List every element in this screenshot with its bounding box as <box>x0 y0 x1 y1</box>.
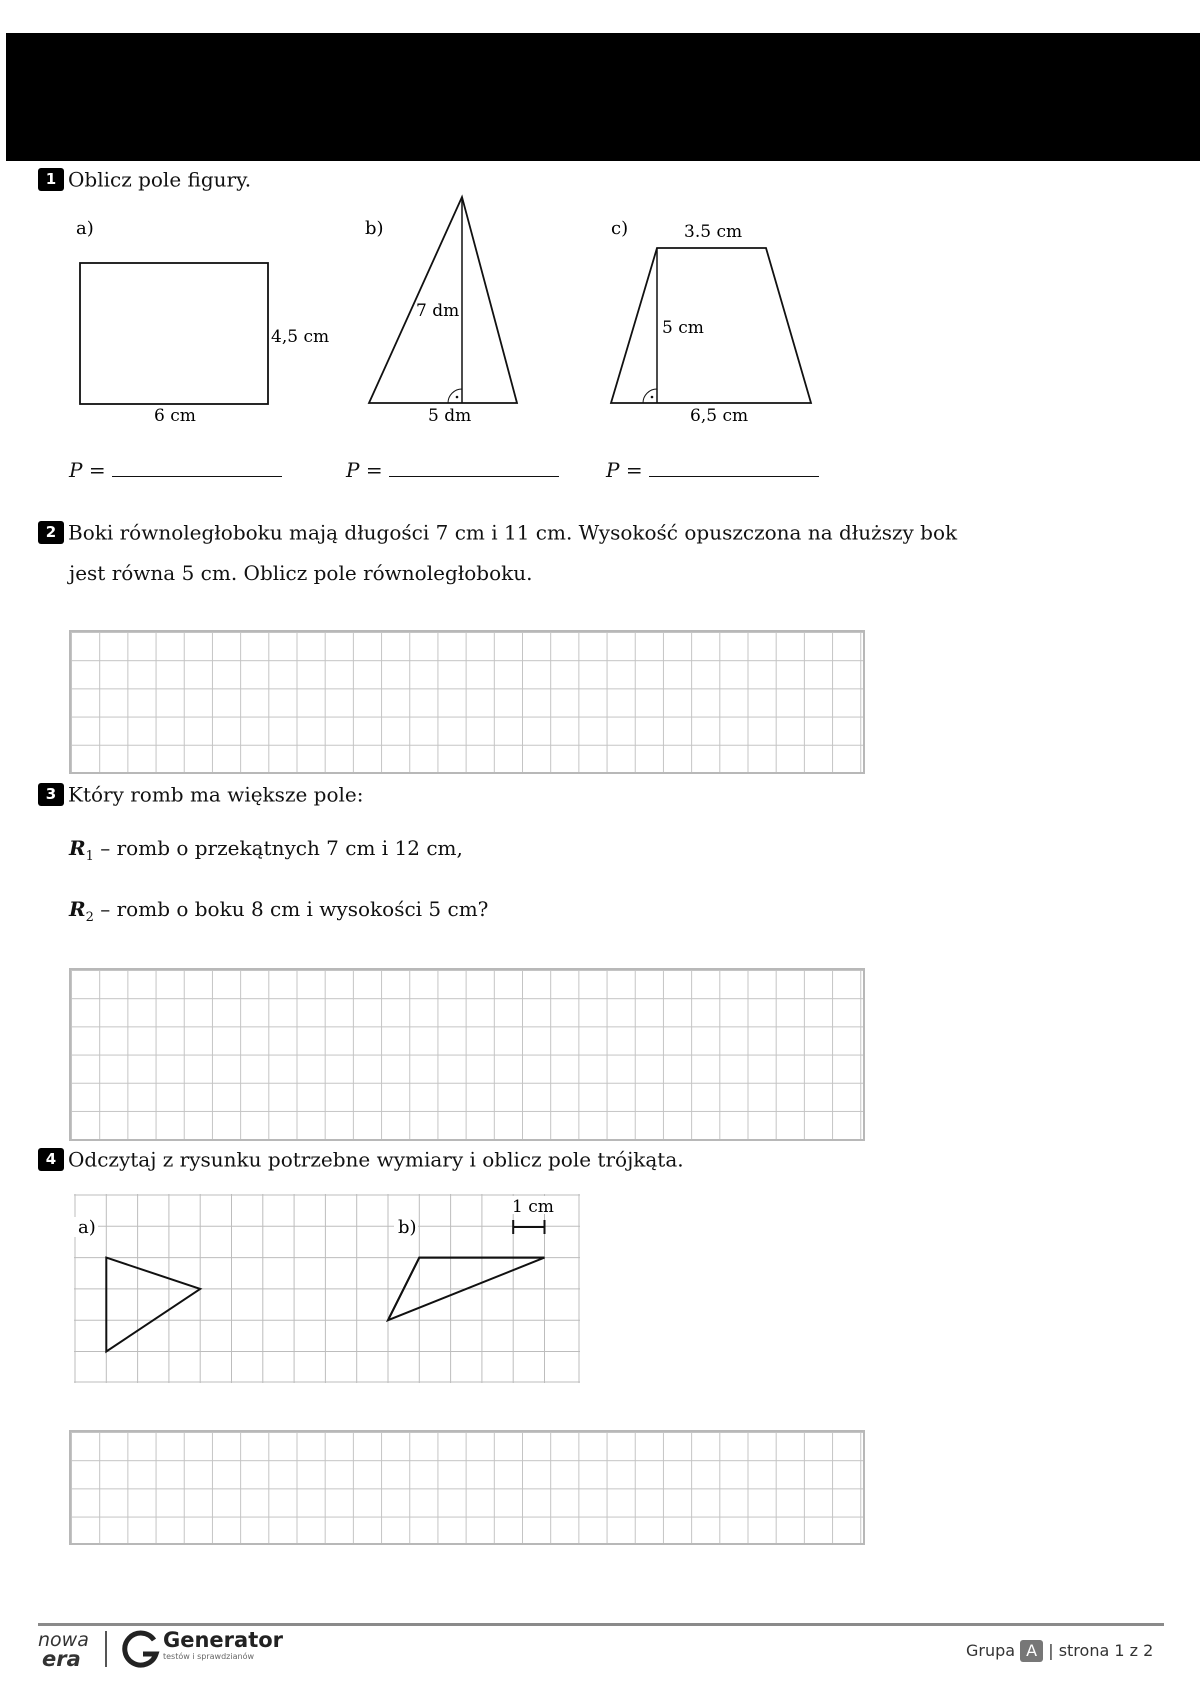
grupa-label: Grupa <box>966 1641 1016 1660</box>
page-info: | strona 1 z 2 <box>1048 1641 1154 1660</box>
answer-line-b <box>346 458 559 482</box>
answer-grid-task-4[interactable] <box>69 1430 865 1545</box>
figure-b-triangle <box>365 197 517 426</box>
task-4-label-b: b) <box>398 1217 417 1238</box>
r2-description: – romb o boku 8 cm i wysokości 5 cm? <box>100 897 489 921</box>
generator-logo <box>163 1628 283 1662</box>
answer-grid-task-3[interactable] <box>69 968 865 1141</box>
task-1-text: Oblicz pole figury. <box>68 167 252 192</box>
figure-b-label: b) <box>365 218 384 239</box>
generator-title: Generator <box>163 1628 284 1652</box>
answer-prefix: P = <box>606 458 643 482</box>
task-4-label-a: a) <box>78 1217 96 1238</box>
generator-g-icon <box>121 1630 161 1670</box>
header-bar <box>6 33 1200 161</box>
r1-subscript: 1 <box>85 849 94 864</box>
answer-grid-task-2[interactable] <box>69 630 865 774</box>
scale-bar <box>513 1220 544 1234</box>
answer-blank[interactable] <box>112 458 282 477</box>
right-angle-mark <box>643 389 657 403</box>
answer-blank[interactable] <box>649 458 819 477</box>
task-2-line-2: jest równa 5 cm. Oblicz pole równoległoboku. <box>69 561 533 585</box>
r1-description: – romb o przekątnych 7 cm i 12 cm, <box>100 836 463 860</box>
task-3-header <box>38 781 364 807</box>
task-2-header <box>38 519 957 545</box>
right-angle-dot <box>651 396 654 399</box>
figure-b-height-label: 7 dm <box>416 301 460 321</box>
right-angle-mark <box>448 389 462 403</box>
answer-prefix: P = <box>69 458 106 482</box>
task-2-line-1: Boki równoległoboku mają długości 7 cm i 11 cm. Wysokość opuszczona na dłuższy bok <box>68 520 958 545</box>
generator-subtitle: testów i sprawdzianów <box>163 1652 254 1661</box>
scale-label: 1 cm <box>512 1197 554 1217</box>
answer-prefix: P = <box>346 458 383 482</box>
figure-c-trapezoid <box>611 218 811 426</box>
task-number-badge: 2 <box>38 521 64 544</box>
logo-era-text: era <box>42 1647 81 1671</box>
answer-line-c <box>606 458 819 482</box>
task-1-figures <box>0 185 900 435</box>
task-4-grid-figure <box>74 1194 582 1384</box>
logo-nowa-text: nowa <box>38 1629 89 1651</box>
rhombus-r1-line <box>69 836 463 864</box>
page-indicator <box>966 1640 1153 1662</box>
figure-a-base-label: 6 cm <box>154 406 196 426</box>
grupa-badge: A <box>1020 1640 1043 1662</box>
figure-c-label: c) <box>611 218 629 239</box>
answer-blank[interactable] <box>389 458 559 477</box>
rectangle-shape <box>80 263 268 404</box>
figure-b-base-label: 5 dm <box>428 406 472 426</box>
triangle-a <box>106 1258 200 1352</box>
figure-c-height-label: 5 cm <box>662 318 704 338</box>
task-3-text: Który romb ma większe pole: <box>68 782 364 807</box>
task-number-badge: 4 <box>38 1148 64 1171</box>
figure-c-base-label: 6,5 cm <box>690 406 749 426</box>
task-4-text: Odczytaj z rysunku potrzebne wymiary i oblicz pole trójkąta. <box>68 1147 684 1172</box>
figure-a-label: a) <box>76 218 94 239</box>
rhombus-r2-line <box>69 897 488 925</box>
right-angle-dot <box>456 396 459 399</box>
r2-symbol: R <box>69 897 86 921</box>
r2-subscript: 2 <box>85 910 94 925</box>
triangle-shape <box>369 197 517 403</box>
task-4-header <box>38 1146 684 1172</box>
task-number-badge: 1 <box>38 168 64 191</box>
nowa-era-logo <box>38 1631 94 1671</box>
figure-a-height-label: 4,5 cm <box>271 327 330 347</box>
footer-divider <box>38 1623 1164 1626</box>
figure-c-top-label: 3.5 cm <box>684 222 743 242</box>
figure-a-rectangle <box>76 218 329 426</box>
logo-separator <box>105 1631 107 1667</box>
r1-symbol: R <box>69 836 86 860</box>
trapezoid-shape <box>611 248 811 403</box>
task-number-badge: 3 <box>38 783 64 806</box>
answer-line-a <box>69 458 282 482</box>
